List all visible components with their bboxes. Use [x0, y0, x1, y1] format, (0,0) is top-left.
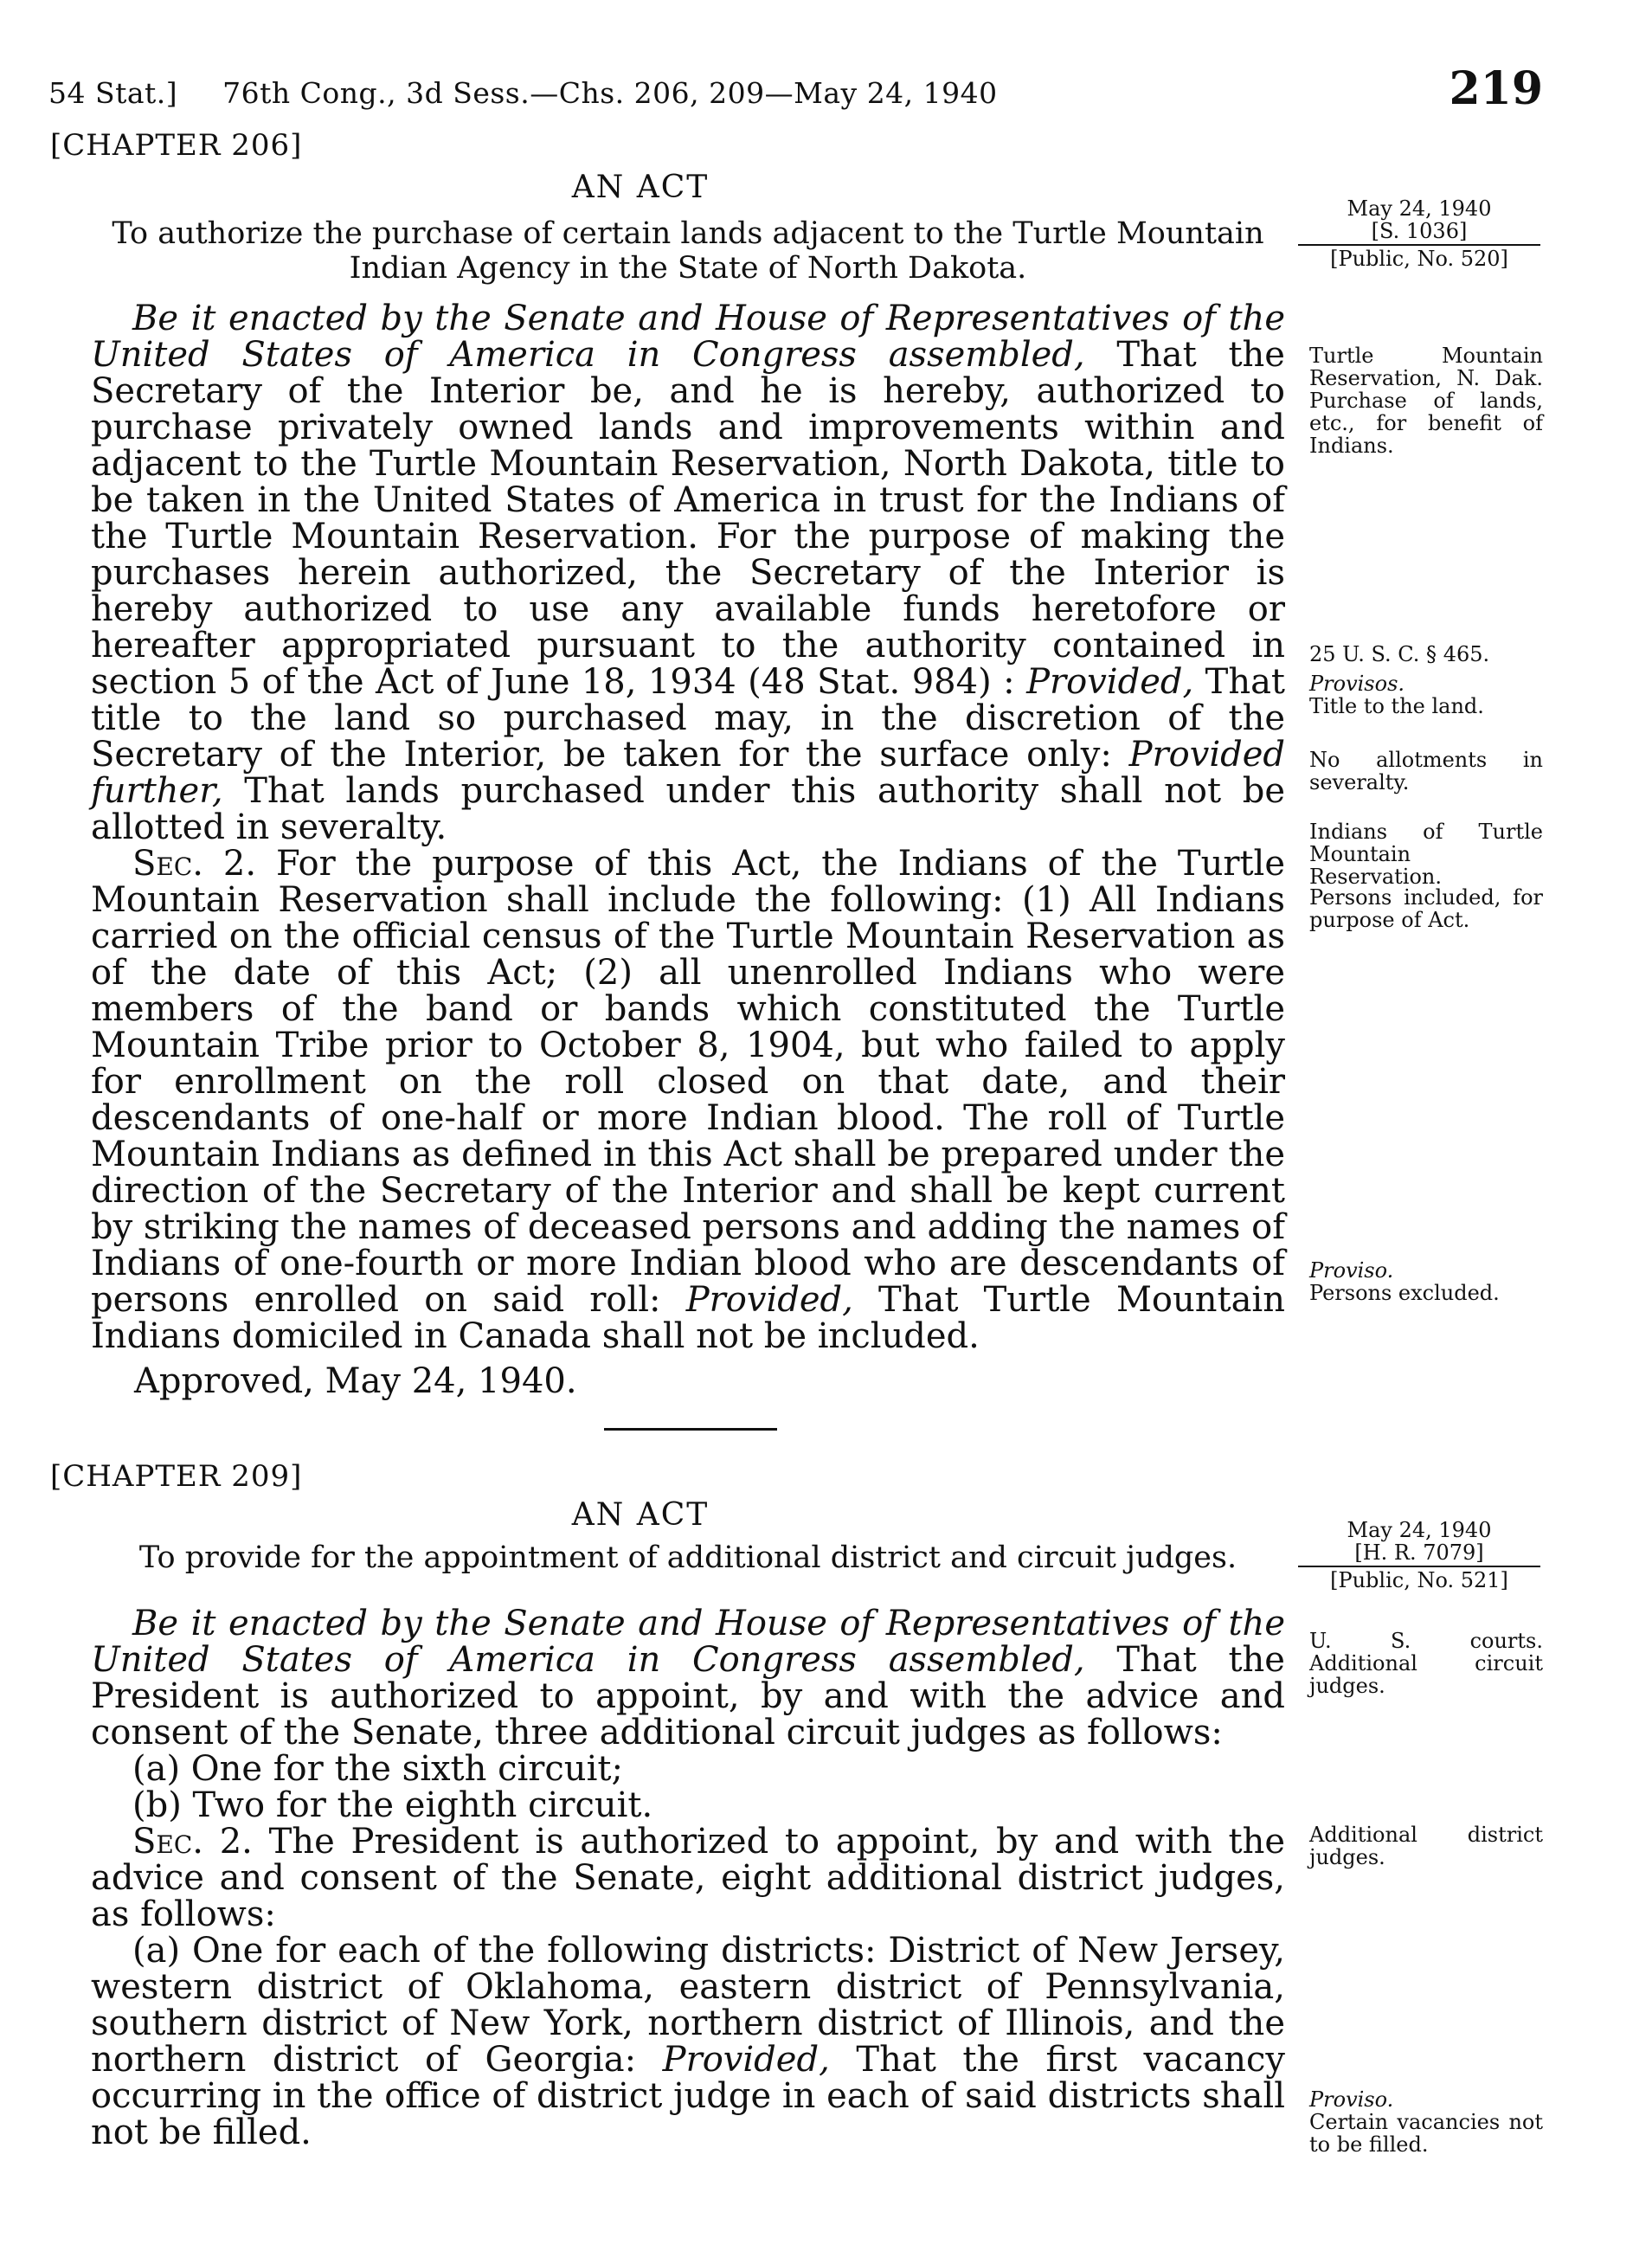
provided-further: Provided further, [91, 735, 1285, 811]
provisos-label: Provisos. [1309, 672, 1405, 696]
chapter-206-date: May 24, 1940 [1347, 196, 1492, 221]
sec2-text-a: For the purpose of this Act, the Indians of the Turtle Mountain Reservation shall include the following: (1) All Indians carried on the official census of the Turtle Mountain Reservation as of the date of this Act; (2) all unenrolled Indians who were members of the band or bands which constituted the Turtle Mountain Tribe prior to October 8, 1904, but who failed to apply for enrollment on the roll closed on that date, and their descendants of one-half or more Indian blood. The roll of Turtle Mountain Indians as defined in this Act shall be prepared under the direction of the Secretary of the Interior and shall be kept current by striking the names of deceased persons and adding the names of Indians of one-fourth or more Indian blood who are descendants of persons enrolled on said roll: [91, 844, 1285, 1320]
provided-2: Provided, [685, 1280, 853, 1320]
sec1-text: That the President is authorized to appoint, by and with the advice and consent of the Senate, three additional circuit judges as follows: [91, 1640, 1285, 1753]
chapter-209-date: May 24, 1940 [1347, 1518, 1492, 1542]
title-land-text: Title to the land. [1309, 694, 1484, 718]
enacting-clause-209: Be it enacted by the Senate and House of Representatives of the United States of America in Congress assembled, [91, 1604, 1285, 1680]
enacting-clause: Be it enacted by the Senate and House of Representatives of the United States of America in Congress assembled, [91, 299, 1285, 375]
margin-note-indians: Indians of Turtle Mountain Reservation. [1309, 820, 1543, 889]
proviso-label-209: Proviso. [1309, 2087, 1394, 2112]
chapter-209-label: [CHAPTER 209] [50, 1459, 303, 1494]
chapter-206-act-title: AN ACT [571, 170, 710, 205]
provided-1: Provided, [1026, 662, 1194, 702]
chapter-206-text [91, 300, 1285, 1399]
running-header [48, 76, 998, 110]
item2a-text: (a) One for each of the following districts: District of New Jersey, western district of Oklahoma, eastern district of Pennsylvania, southern district of New York, northern district of Illinois, and the northern district of Georgia: [91, 1931, 1285, 2080]
item2a-text-b: That the first vacancy occurring in the office of district judge in each of said districts shall not be filled. [91, 2040, 1285, 2152]
chapter-206-bill: [S. 1036] [1371, 219, 1468, 243]
chapter-206-purpose: To authorize the purchase of certain lands adjacent to the Turtle Mountain Indian Agency in the State of North Dakota. [112, 216, 1264, 286]
chapter-209-purpose: To provide for the appointment of additional district and circuit judges. [138, 1540, 1237, 1575]
chapter-206-approved: Approved, May 24, 1940. [134, 1361, 577, 1401]
item-b: (b) Two for the eighth circuit. [132, 1785, 653, 1825]
proviso-label: Proviso. [1309, 1258, 1394, 1283]
chapter-209-public-law: [Public, No. 521] [1298, 1566, 1540, 1592]
margin-note-allotments: No allotments in severalty. [1309, 748, 1543, 794]
chapter-206-identifier [1298, 197, 1540, 270]
chapter-209-section-1 [91, 1605, 1285, 1751]
margin-note-persons-excluded [1309, 1259, 1543, 1304]
sec1-text-a: That the Secretary of the Interior be, and he is hereby, authorized to purchase privately owned lands and improvements within and adjacent to the Turtle Mountain Reservation, North Dakota, title to be taken in the United States of America in trust for the Indians of the Turtle Mountain Reservation. For the purpose of making the purchases herein authorized, the Secretary of the Interior is hereby authorized to use any available funds heretofore or hereafter appropriated pursuant to the authority contained in section 5 of the Act of June 18, 1934 (48 Stat. 984) : [91, 335, 1285, 702]
margin-note-vacancies [1309, 2088, 1543, 2156]
chapter-206-section-1 [91, 300, 1285, 846]
margin-note-usc: 25 U. S. C. § 465. [1309, 642, 1490, 666]
persons-excluded-text: Persons excluded. [1309, 1281, 1500, 1305]
provided-209: Provided, [662, 2040, 830, 2080]
margin-note-persons-included: Persons included, for purpose of Act. [1309, 885, 1543, 932]
item-2-a [91, 1933, 1285, 2151]
session-reference: 76th Cong., 3d Sess.—Chs. 206, 209—May 24, 1940 [222, 76, 998, 110]
sec1-text-c: That lands purchased under this authority shall not be allotted in severalty. [91, 771, 1285, 847]
chapter-209-bill: [H. R. 7079] [1354, 1540, 1484, 1565]
page-number: 219 [1449, 62, 1543, 115]
stat-reference: 54 Stat.] [48, 76, 178, 110]
chapter-206-public-law: [Public, No. 520] [1298, 244, 1540, 270]
chapter-206-label: [CHAPTER 206] [50, 128, 303, 163]
sec2-text-209: The President is authorized to appoint, by and with the advice and consent of the Senate, eight additional district judges, as follows: [91, 1822, 1286, 1934]
vacancies-text: Certain vacancies not to be filled. [1309, 2110, 1543, 2157]
chapter-209-identifier [1298, 1519, 1540, 1592]
sec2-text-b: That Turtle Mountain Indians domiciled in Canada shall not be included. [91, 1280, 1285, 1356]
margin-note-reservation: Turtle Mountain Reservation, N. Dak. Purchase of lands, etc., for benefit of Indians. [1309, 344, 1543, 458]
chapter-209-act-title: AN ACT [571, 1497, 710, 1533]
margin-note-courts: U. S. courts. Additional circuit judges. [1309, 1629, 1543, 1698]
margin-note-district-judges: Additional district judges. [1309, 1823, 1543, 1869]
chapter-209-section-2 [91, 1823, 1285, 1933]
margin-note-title-land [1309, 672, 1543, 717]
item-a: (a) One for the sixth circuit; [132, 1749, 623, 1789]
chapter-209-text [91, 1605, 1285, 2151]
sec1-text-b: That title to the land so purchased may, in the discretion of the Secretary of the Interior, be taken for the surface only: [91, 662, 1286, 775]
sec2-label-209: Sec. 2. [132, 1822, 253, 1862]
sec2-label: Sec. 2. [132, 844, 257, 884]
chapter-206-section-2 [91, 846, 1285, 1354]
chapter-separator-rule [604, 1428, 777, 1431]
